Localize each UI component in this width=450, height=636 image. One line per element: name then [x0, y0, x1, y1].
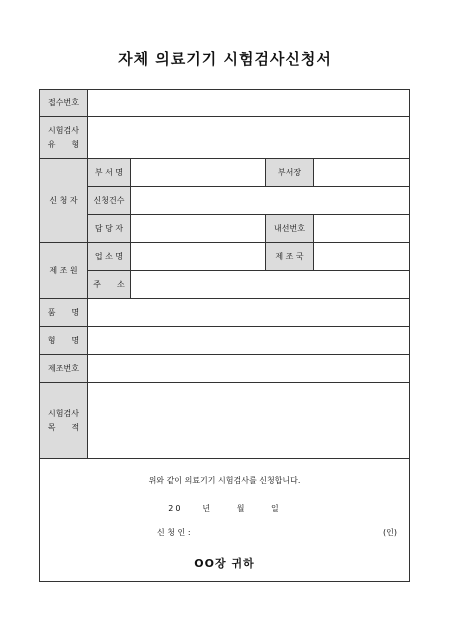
request-count-label: 신청건수	[88, 187, 131, 215]
test-type-label-line2: 유 형	[47, 139, 80, 149]
date-day: 일	[271, 504, 281, 513]
seal-mark: (인)	[383, 528, 397, 537]
row-dept	[40, 159, 410, 187]
test-purpose-label-line1: 시험검사	[48, 408, 79, 418]
row-request-count	[40, 187, 410, 215]
application-form-table	[39, 89, 410, 582]
product-name-field[interactable]	[88, 299, 410, 327]
receipt-number-label: 접수번호	[40, 90, 88, 117]
product-name-label: 품 명	[40, 299, 88, 327]
row-model-name	[40, 327, 410, 355]
person-in-charge-field[interactable]	[131, 215, 266, 243]
row-person-in-charge	[40, 215, 410, 243]
address-field[interactable]	[131, 271, 410, 299]
date-year: 20 년	[168, 504, 213, 513]
test-purpose-label-line2: 목 적	[47, 422, 80, 432]
addressee: OO장 귀하	[194, 557, 255, 570]
row-receipt-number	[40, 90, 410, 117]
model-name-label: 형 명	[40, 327, 88, 355]
row-declaration	[40, 459, 410, 582]
serial-number-label: 제조번호	[40, 355, 88, 383]
extension-number-field[interactable]	[314, 215, 410, 243]
row-address	[40, 271, 410, 299]
business-name-field[interactable]	[131, 243, 266, 271]
row-test-type	[40, 117, 410, 159]
extension-number-label: 내선번호	[266, 215, 314, 243]
dept-name-field[interactable]	[131, 159, 266, 187]
test-type-label	[40, 117, 88, 159]
row-serial-number	[40, 355, 410, 383]
row-test-purpose	[40, 383, 410, 459]
model-name-field[interactable]	[88, 327, 410, 355]
address-label: 주 소	[88, 271, 131, 299]
test-type-label-line1: 시험검사	[48, 125, 79, 135]
applicant-signature-label: 신 청 인 :	[157, 528, 191, 537]
business-name-label: 업 소 명	[88, 243, 131, 271]
person-in-charge-label: 담 당 자	[88, 215, 131, 243]
row-business	[40, 243, 410, 271]
date-month: 월	[236, 504, 247, 513]
dept-name-label: 부 서 명	[88, 159, 131, 187]
application-date	[40, 503, 409, 514]
country-label: 제 조 국	[266, 243, 314, 271]
test-purpose-field[interactable]	[88, 383, 410, 459]
row-product-name	[40, 299, 410, 327]
dept-head-label: 부서장	[266, 159, 314, 187]
country-field[interactable]	[314, 243, 410, 271]
receipt-number-field[interactable]	[88, 90, 410, 117]
applicant-label: 신 청 자	[40, 159, 88, 243]
manufacturer-label: 제 조 원	[40, 243, 88, 299]
declaration-statement: 위와 같이 의료기기 시험검사를 신청합니다.	[148, 476, 301, 485]
declaration-section	[40, 459, 410, 582]
test-type-field[interactable]	[88, 117, 410, 159]
dept-head-field[interactable]	[314, 159, 410, 187]
request-count-field[interactable]	[131, 187, 410, 215]
test-purpose-label	[40, 383, 88, 459]
serial-number-field[interactable]	[88, 355, 410, 383]
form-title: 자체 의료기기 시험검사신청서	[118, 50, 332, 68]
